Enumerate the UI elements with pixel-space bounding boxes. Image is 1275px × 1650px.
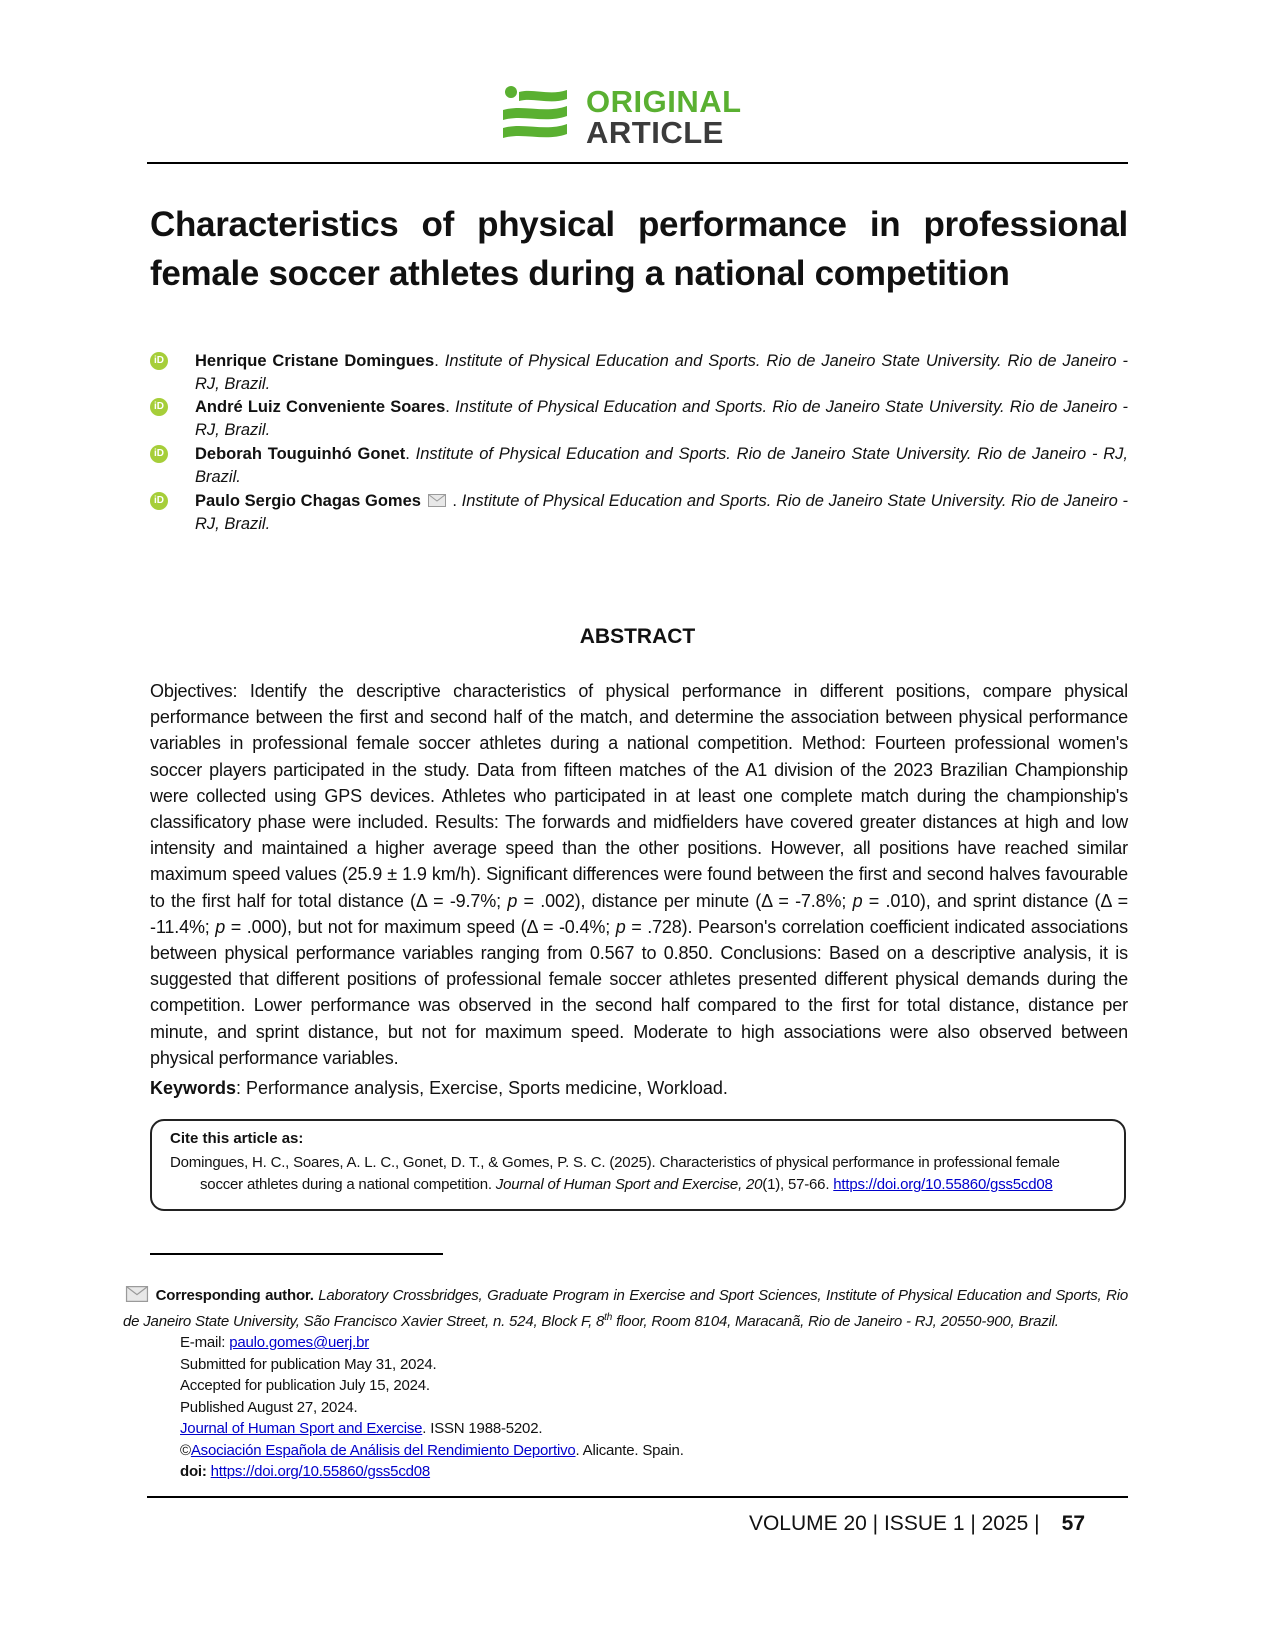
journal-logo bbox=[503, 86, 783, 148]
header-rule bbox=[147, 162, 1128, 164]
orcid-icon[interactable]: iD bbox=[150, 398, 168, 416]
author-affiliation: Institute of Physical Education and Sports. Rio de Janeiro State University. Rio de Janeiro - RJ, Brazil. bbox=[195, 398, 1128, 439]
cite-label: Cite this article as: bbox=[170, 1130, 304, 1147]
abstract-heading: ABSTRACT bbox=[579, 625, 696, 648]
orcid-icon[interactable]: iD bbox=[150, 492, 168, 510]
author-entry-2: iD André Luiz Conveniente Soares. Institute of Physical Education and Sports. Rio de Janeiro State University. Rio de Janeiro - RJ, Brazil. bbox=[150, 396, 1128, 442]
article-title: Characteristics of physical performance in professional female soccer athletes during a national competition bbox=[150, 205, 1128, 293]
author-entry-1: iD Henrique Cristane Domingues. Institute of Physical Education and Sports. Rio de Janeiro State University. Rio de Janeiro - RJ, Brazil. bbox=[150, 350, 1128, 396]
author-entry-4: iD Paulo Sergio Chagas Gomes . Institute of Physical Education and Sports. Rio de Janeiro State University. Rio de Janeiro - RJ, Brazil. bbox=[150, 490, 1128, 536]
page-footer bbox=[749, 1512, 1085, 1536]
accepted-date: Accepted for publication July 15, 2024. bbox=[180, 1377, 430, 1394]
journal-line: Journal of Human Sport and Exercise. ISSN 1988-5202. bbox=[180, 1420, 543, 1437]
footnote-rule bbox=[150, 1253, 443, 1255]
author-affiliation: Institute of Physical Education and Sports. Rio de Janeiro State University. Rio de Janeiro - RJ, Brazil. bbox=[195, 445, 1129, 486]
author-affiliation: Institute of Physical Education and Sports. Rio de Janeiro State University. Rio de Janeiro - RJ, Brazil. bbox=[195, 352, 1129, 393]
keywords-label: Keywords bbox=[150, 1078, 237, 1098]
abstract-text: Objectives: Identify the descriptive characteristics of physical performance in different positions, compare physical performance between the first and second half of the match, and determine the association between physical performance variables in professional female soccer athletes during a national competition. Method: Fourteen professional women's soccer players participated in the study. Data from fifteen matches of the A1 division of the 2023 Brazilian Championship were collected using GPS devices. Athletes who participated in at least one complete match during the championship's classificatory phase were included. Results: The forwards and midfielders have covered greater distances at high and low intensity and maintained a higher average speed than the other positions. However, all positions have reached similar maximum speed values (25.9 ± 1.9 km/h). Significant differences were found between the first and second halves favourable to the first half for total distance (Δ = -9.7%; p = .002), distance per minute (Δ = -7.8%; p = .010), and sprint distance (Δ = -11.4%; p = .000), but not for maximum speed (Δ = -0.4%; p = .728). Pearson's correlation coefficient indicated associations between physical performance variables ranging from 0.567 to 0.850. Conclusions: Based on a descriptive analysis, it is suggested that different positions of professional female soccer athletes presented different physical demands during the competition. Lower performance was observed in the second half compared to the first for total distance, distance per minute, and sprint distance, but not for maximum speed. Moderate to high associations were also observed between physical performance variables. bbox=[150, 681, 1128, 1068]
corresponding-label: Corresponding author. bbox=[155, 1287, 314, 1304]
author-name: Henrique Cristane Domingues bbox=[195, 352, 435, 370]
orcid-icon[interactable]: iD bbox=[150, 352, 168, 370]
citation-doi-link[interactable]: https://doi.org/10.55860/gss5cd08 bbox=[833, 1176, 1053, 1193]
envelope-icon[interactable] bbox=[428, 494, 446, 507]
author-name: Paulo Sergio Chagas Gomes bbox=[195, 492, 421, 510]
author-name: Deborah Touguinhó Gonet bbox=[195, 445, 406, 463]
email-link[interactable]: paulo.gomes@uerj.br bbox=[229, 1334, 370, 1351]
envelope-icon bbox=[125, 1286, 149, 1302]
logo-line2: ARTICLE bbox=[586, 115, 724, 150]
copyright-line: ©Asociación Española de Análisis del Rendimiento Deportivo. Alicante. Spain. bbox=[180, 1441, 684, 1459]
email-line: E-mail: paulo.gomes@uerj.br bbox=[180, 1334, 370, 1351]
page-number: 57 bbox=[1061, 1512, 1085, 1535]
published-date: Published August 27, 2024. bbox=[180, 1398, 358, 1416]
corresponding-author-block: Corresponding author. Laboratory Crossbridges, Graduate Program in Exercise and Sport Sciences, Institute of Physical Education and Sports, Rio de Janeiro State University, São Francisco Xavier Street, n. 524, Block F, 8th floor, Room 8104, Maracanã, Rio de Janeiro - RJ, 20550-900, Brazil. E-mail: paulo.gomes@uerj.br Submitted for publication May 31, 2024. Accepted for publication July 15, 2024. Published August 27, 2024. Journal of Human Sport and Exercise. ISSN 1988-5202. ©Asociación Española de Análisis del Rendimiento Deportivo. Alicante. Spain. doi: https://doi.org/10.55860/gss5cd08 bbox=[150, 1285, 1128, 1483]
author-affiliation: Institute of Physical Education and Sports. Rio de Janeiro State University. Rio de Janeiro - RJ, Brazil. bbox=[195, 492, 1128, 533]
author-entry-3: iD Deborah Touguinhó Gonet. Institute of Physical Education and Sports. Rio de Janeiro State University. Rio de Janeiro - RJ, Brazil. bbox=[150, 443, 1128, 489]
volume-info: VOLUME 20 | ISSUE 1 | 2025 | bbox=[748, 1512, 1040, 1535]
doi-link[interactable]: https://doi.org/10.55860/gss5cd08 bbox=[210, 1463, 431, 1480]
citation-text: Domingues, H. C., Soares, A. L. C., Gonet, D. T., & Gomes, P. S. C. (2025). Characteristics of physical performance in professional female soccer athletes during a national competition. Journal of Human Sport and Exercise, 20(1), 57-66. https://doi.org/10.55860/gss5cd08 bbox=[170, 1154, 1060, 1193]
footer-rule bbox=[147, 1496, 1128, 1498]
submitted-date: Submitted for publication May 31, 2024. bbox=[180, 1355, 437, 1373]
journal-link[interactable]: Journal of Human Sport and Exercise bbox=[180, 1420, 423, 1437]
author-name: André Luiz Conveniente Soares bbox=[195, 398, 446, 416]
orcid-icon[interactable]: iD bbox=[150, 445, 168, 463]
keywords: Keywords: Performance analysis, Exercise, Sports medicine, Workload. bbox=[150, 1078, 728, 1098]
logo-stripes-icon bbox=[503, 86, 569, 146]
logo-line1: ORIGINAL bbox=[586, 84, 742, 119]
association-link[interactable]: Asociación Española de Análisis del Rendimiento Deportivo bbox=[190, 1441, 576, 1459]
doi-line: doi: https://doi.org/10.55860/gss5cd08 bbox=[180, 1463, 431, 1480]
